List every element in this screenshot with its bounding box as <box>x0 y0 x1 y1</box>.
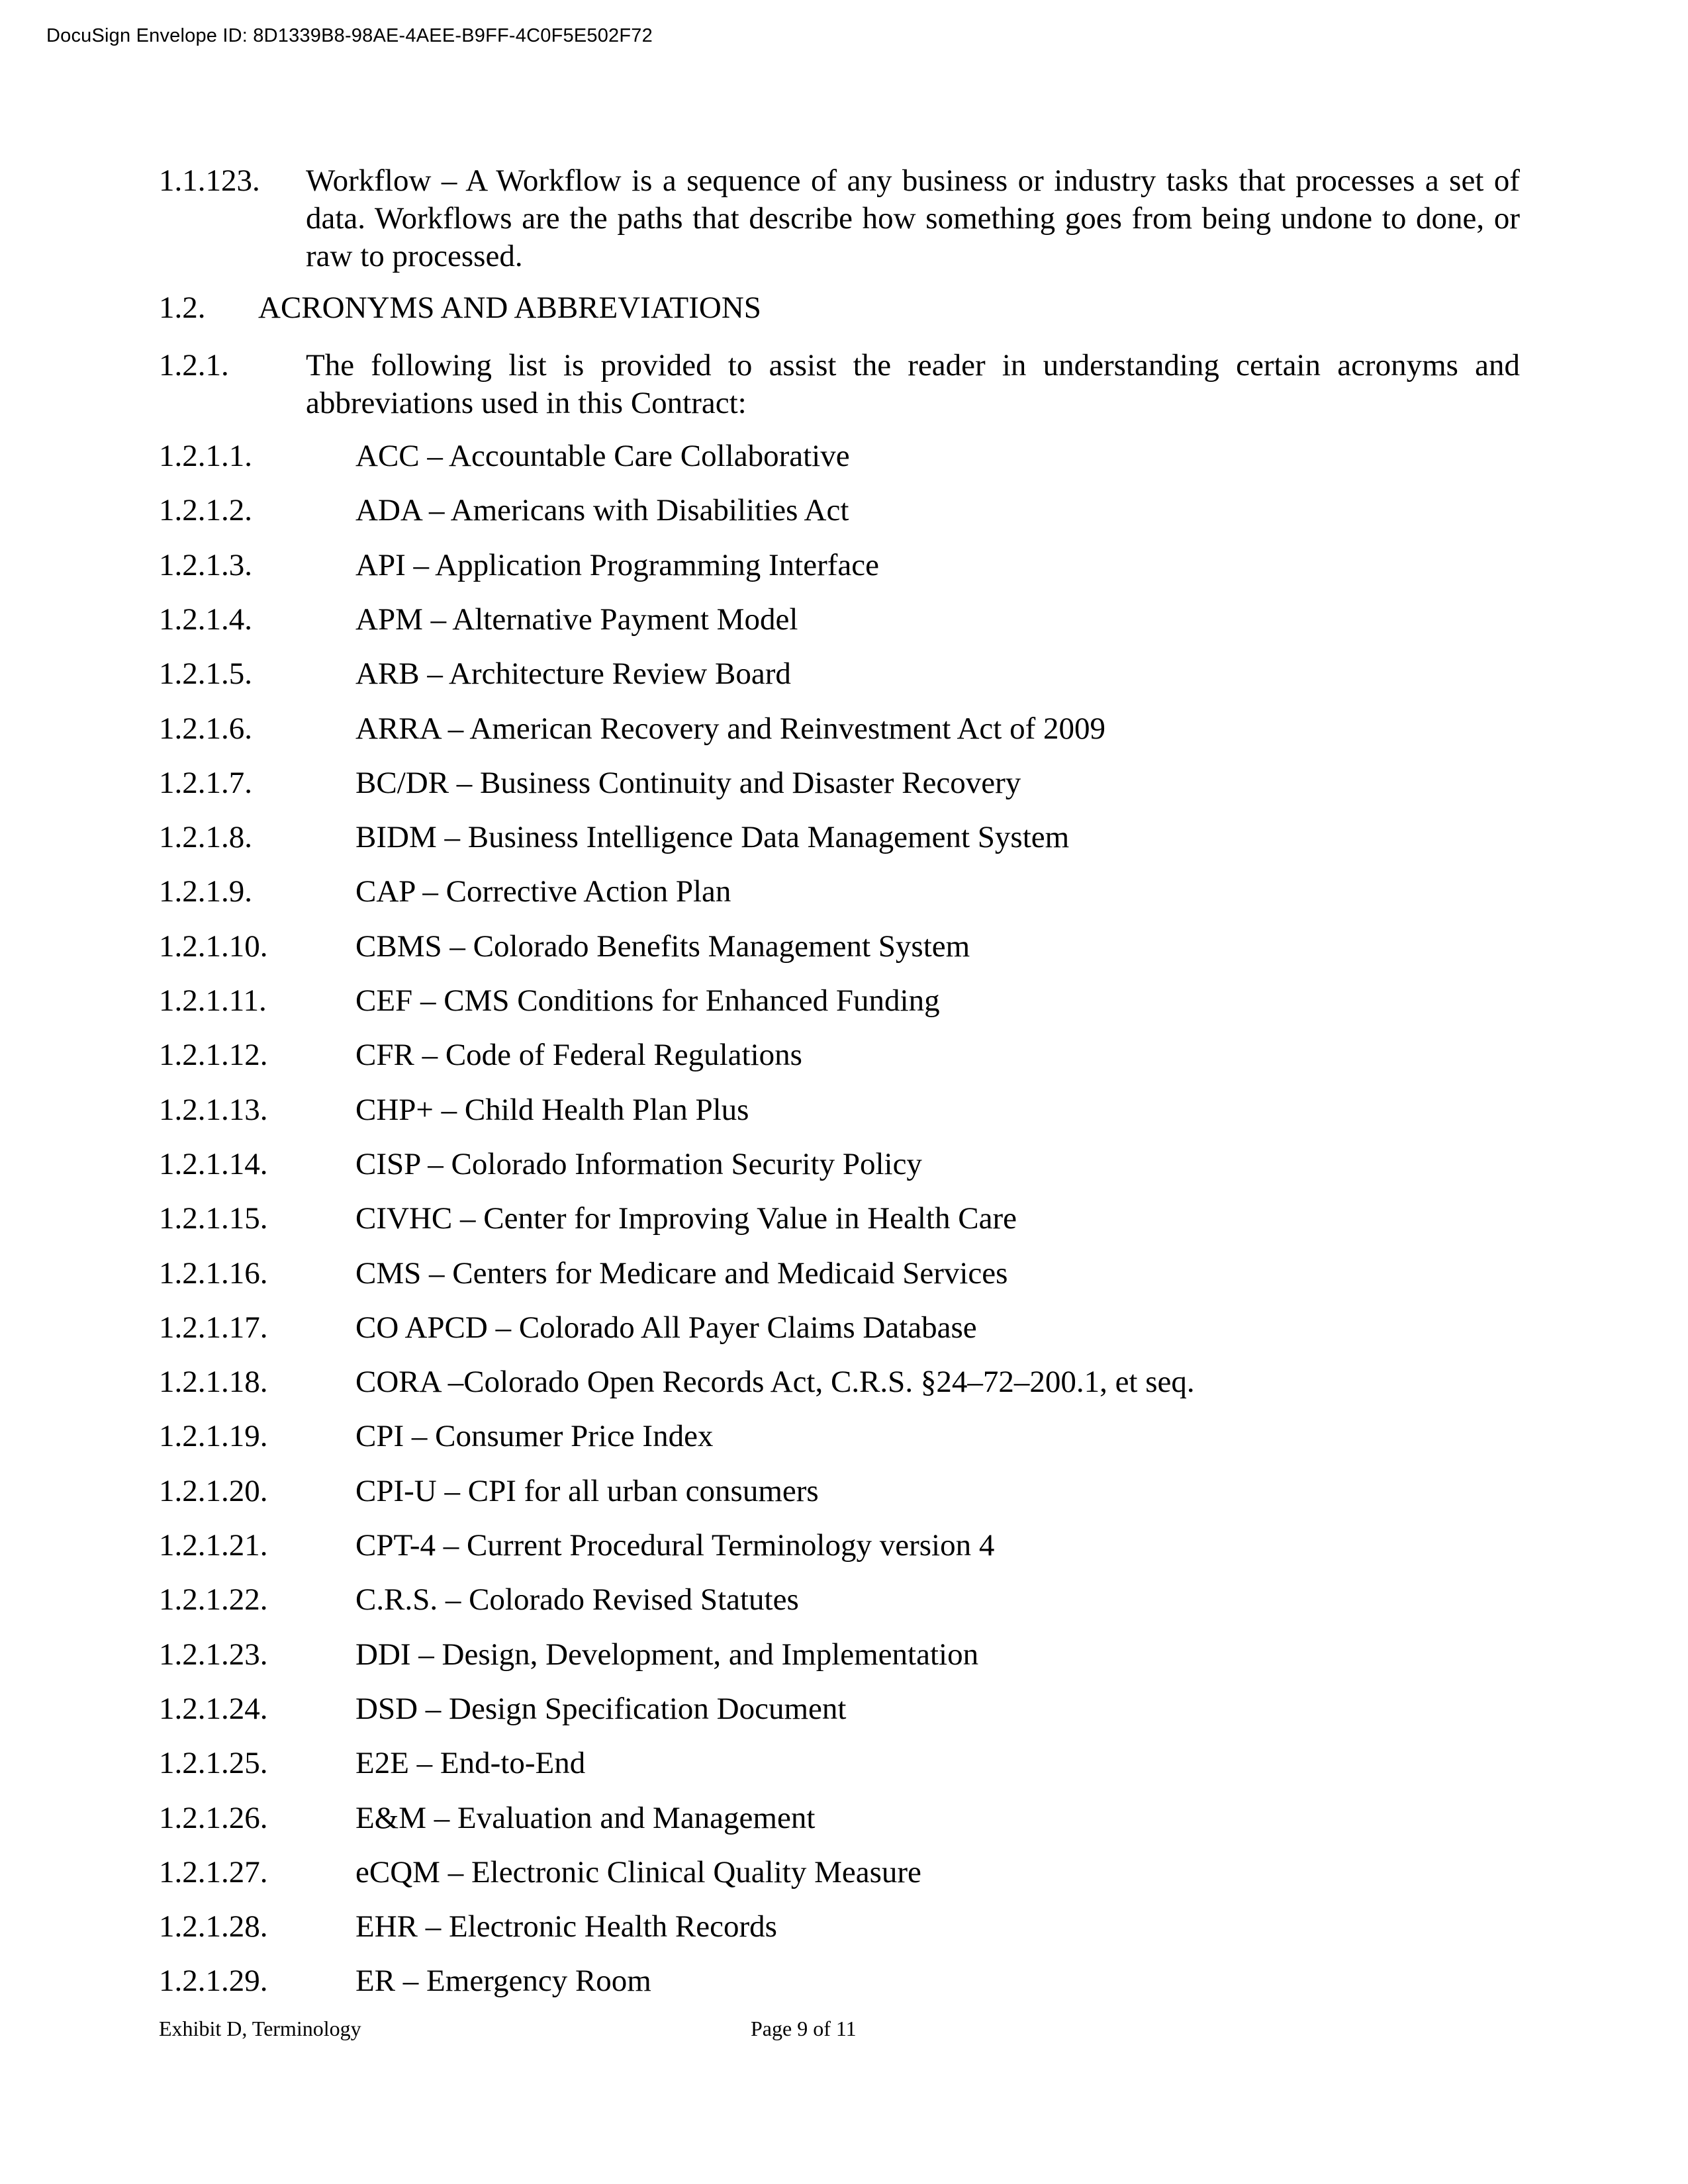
acronym-number: 1.2.1.22. <box>159 1582 268 1617</box>
acronym-definition: E2E – End-to-End <box>355 1746 586 1781</box>
acronym-definition: CEF – CMS Conditions for Enhanced Funding <box>355 983 940 1018</box>
acronym-definition: BC/DR – Business Continuity and Disaster Recovery <box>355 765 1021 800</box>
footer-page-number: Page 9 of 11 <box>751 2017 857 2040</box>
definition-number: 1.1.123. <box>159 163 260 198</box>
acronym-number: 1.2.1.7. <box>159 765 252 800</box>
section-number: 1.2. <box>159 291 206 325</box>
acronym-number: 1.2.1.13. <box>159 1092 268 1127</box>
acronym-number: 1.2.1.1. <box>159 439 252 473</box>
acronym-definition: CHP+ – Child Health Plan Plus <box>355 1092 749 1127</box>
acronym-number: 1.2.1.16. <box>159 1255 268 1291</box>
acronym-definition: BIDM – Business Intelligence Data Management System <box>355 820 1070 855</box>
acronym-definition: DDI – Design, Development, and Implementation <box>355 1637 979 1672</box>
acronym-number: 1.2.1.12. <box>159 1038 268 1073</box>
acronym-definition: CPI – Consumer Price Index <box>355 1419 714 1454</box>
acronym-number: 1.2.1.4. <box>159 602 252 637</box>
acronym-definition: ARRA – American Recovery and Reinvestment Act of 2009 <box>355 711 1106 746</box>
acronym-number: 1.2.1.5. <box>159 657 252 692</box>
acronym-number: 1.2.1.27. <box>159 1854 268 1889</box>
definition-text: Workflow – A Workflow is a sequence of any business or industry tasks that processes a set of data. Workflows are the paths that describe how something goes from being undone to done, or raw to processed. <box>306 163 1520 273</box>
acronym-definition: APM – Alternative Payment Model <box>355 602 798 637</box>
acronym-definition: ARB – Architecture Review Board <box>355 657 791 692</box>
acronym-definition: CMS – Centers for Medicare and Medicaid Services <box>355 1255 1008 1291</box>
acronym-number: 1.2.1.19. <box>159 1419 268 1454</box>
acronym-number: 1.2.1.29. <box>159 1964 268 1999</box>
section-title: ACRONYMS AND ABBREVIATIONS <box>258 291 761 325</box>
acronym-number: 1.2.1.20. <box>159 1473 268 1508</box>
acronym-number: 1.2.1.17. <box>159 1310 268 1345</box>
intro-number: 1.2.1. <box>159 348 229 383</box>
acronym-definition: CAP – Corrective Action Plan <box>355 874 731 909</box>
acronym-number: 1.2.1.21. <box>159 1528 268 1563</box>
acronym-number: 1.2.1.2. <box>159 493 252 528</box>
intro-text: The following list is provided to assist the reader in understanding certain acronyms and abbreviations used in this Contract: <box>306 348 1520 420</box>
acronym-number: 1.2.1.14. <box>159 1146 268 1181</box>
footer-exhibit-label: Exhibit D, Terminology <box>159 2017 361 2040</box>
acronym-number: 1.2.1.18. <box>159 1365 268 1400</box>
acronym-number: 1.2.1.8. <box>159 820 252 855</box>
acronym-definition: ER – Emergency Room <box>355 1964 651 1999</box>
acronym-definition: CPI-U – CPI for all urban consumers <box>355 1473 819 1508</box>
acronym-definition: CPT-4 – Current Procedural Terminology version 4 <box>355 1528 995 1563</box>
acronym-definition: CO APCD – Colorado All Payer Claims Database <box>355 1310 977 1345</box>
acronym-definition: ACC – Accountable Care Collaborative <box>355 439 850 473</box>
acronym-definition: eCQM – Electronic Clinical Quality Measure <box>355 1854 921 1889</box>
acronym-definition: C.R.S. – Colorado Revised Statutes <box>355 1582 799 1617</box>
acronym-definition: CBMS – Colorado Benefits Management System <box>355 929 970 964</box>
acronym-number: 1.2.1.9. <box>159 874 252 909</box>
acronym-definition: API – Application Programming Interface <box>355 547 879 582</box>
acronym-number: 1.2.1.11. <box>159 983 267 1018</box>
acronym-number: 1.2.1.10. <box>159 929 268 964</box>
acronym-definition: DSD – Design Specification Document <box>355 1691 847 1726</box>
acronym-definition: ADA – Americans with Disabilities Act <box>355 493 849 528</box>
acronym-number: 1.2.1.6. <box>159 711 252 746</box>
acronym-definition: CISP – Colorado Information Security Policy <box>355 1146 922 1181</box>
acronym-number: 1.2.1.25. <box>159 1746 268 1781</box>
acronym-number: 1.2.1.26. <box>159 1800 268 1835</box>
acronym-definition: CFR – Code of Federal Regulations <box>355 1038 802 1073</box>
acronym-definition: EHR – Electronic Health Records <box>355 1909 777 1944</box>
acronym-number: 1.2.1.28. <box>159 1909 268 1944</box>
acronym-number: 1.2.1.15. <box>159 1201 268 1236</box>
acronym-definition: CIVHC – Center for Improving Value in Health Care <box>355 1201 1017 1236</box>
docusign-envelope-id: DocuSign Envelope ID: 8D1339B8-98AE-4AEE-B9FF-4C0F5E502F72 <box>46 25 653 46</box>
acronym-number: 1.2.1.23. <box>159 1637 268 1672</box>
acronym-definition: CORA –Colorado Open Records Act, C.R.S. §24–72–200.1, et seq. <box>355 1365 1195 1400</box>
acronym-definition: E&M – Evaluation and Management <box>355 1800 816 1835</box>
acronym-number: 1.2.1.3. <box>159 547 252 582</box>
acronym-number: 1.2.1.24. <box>159 1691 268 1726</box>
